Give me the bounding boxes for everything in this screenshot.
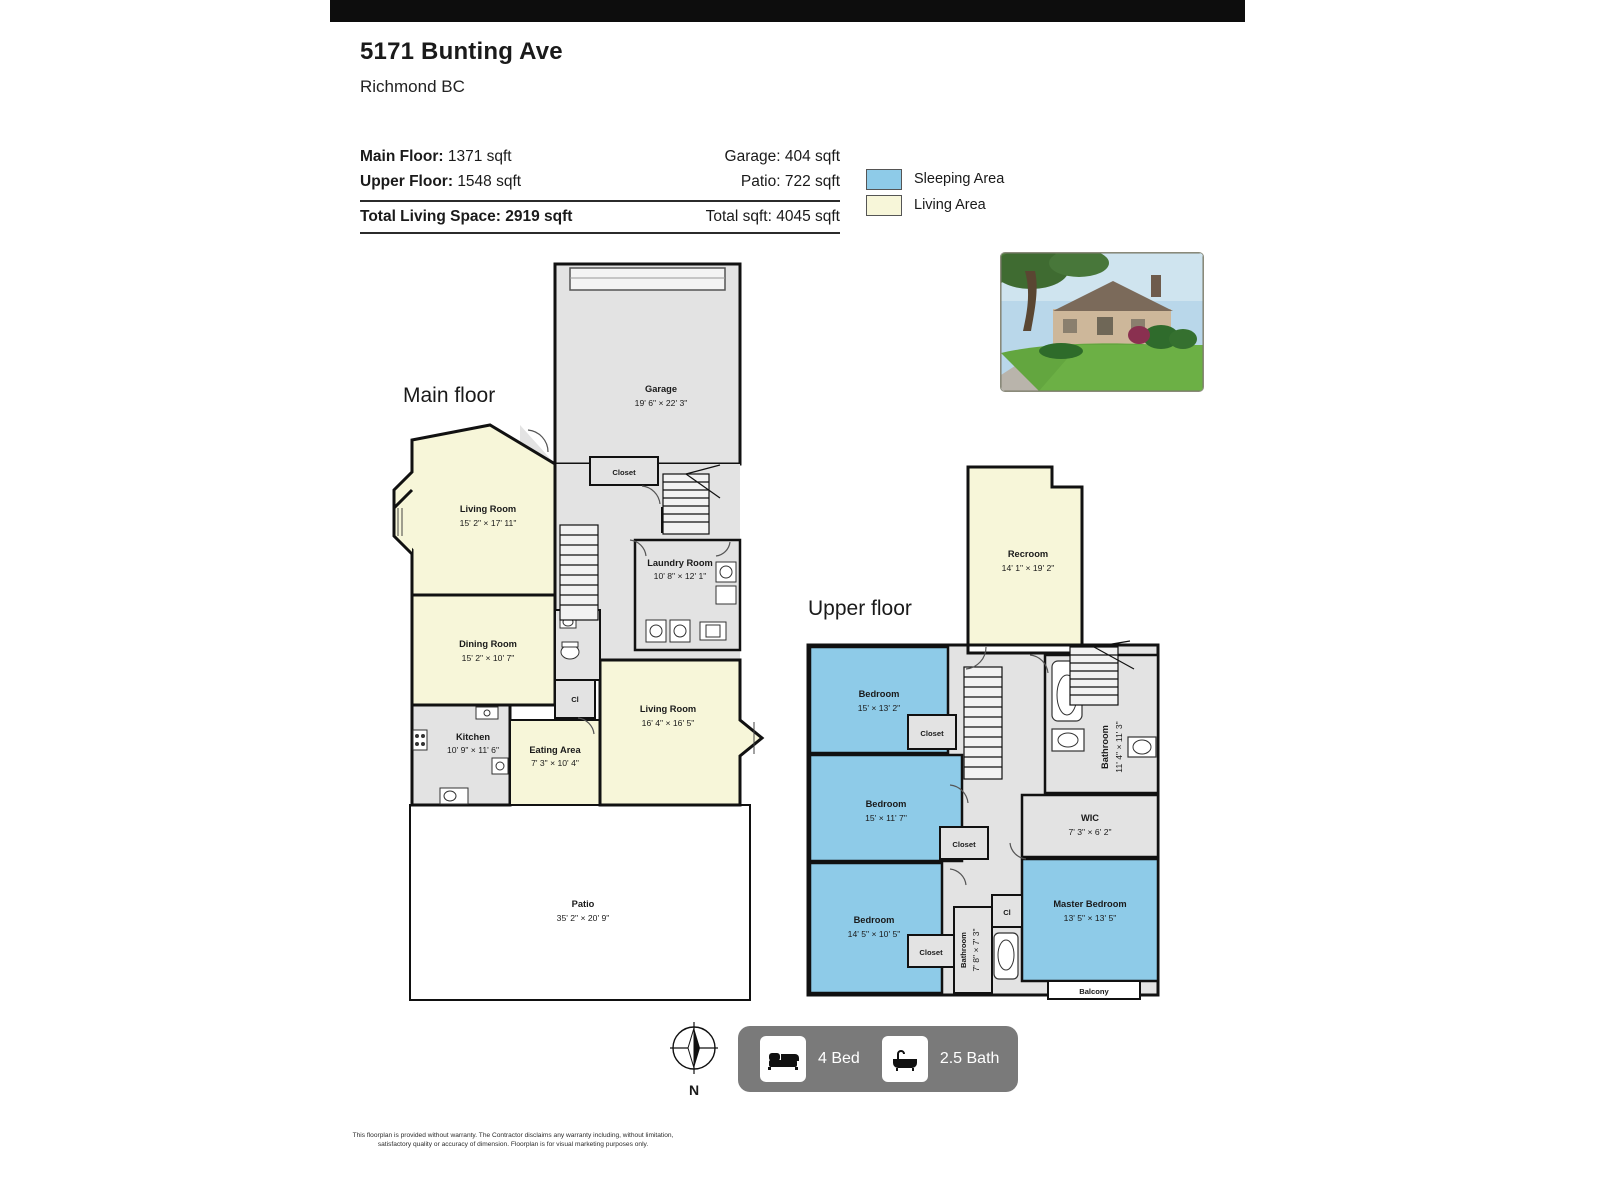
garage-value: 404 sqft bbox=[784, 148, 840, 165]
room-dims-bedroom-3: 14' 5" × 10' 5" bbox=[847, 929, 901, 939]
room-dims-bathroom-main: 11' 4" × 11' 3" bbox=[1114, 721, 1124, 773]
room-name-laundry: Laundry Room bbox=[647, 558, 713, 568]
total-living-space: Total Living Space: 2919 sqft bbox=[360, 208, 573, 225]
living-area-swatch bbox=[866, 195, 902, 216]
upper-floor-title: Upper floor bbox=[808, 597, 912, 620]
room-name-closet-bed1: Closet bbox=[920, 729, 944, 738]
room-name-dining-room: Dining Room bbox=[459, 639, 517, 649]
room-dims-recroom: 14' 1" × 19' 2" bbox=[1001, 563, 1055, 573]
room-name-cl-main: Cl bbox=[571, 695, 579, 704]
room-name-kitchen: Kitchen bbox=[455, 732, 491, 742]
room-dims-bedroom-2: 15' × 11' 7" bbox=[865, 813, 907, 823]
room-dims-living-room-2: 16' 4" × 16' 5" bbox=[641, 718, 695, 728]
room-name-closet-garage: Closet bbox=[612, 468, 636, 477]
stats-row bbox=[360, 169, 840, 194]
bed-icon bbox=[760, 1036, 806, 1082]
room-name-bedroom-1: Bedroom bbox=[858, 689, 900, 699]
room-dims-garage: 19' 6" × 22' 3" bbox=[634, 398, 688, 408]
bed-summary bbox=[738, 1036, 860, 1082]
main-floor-value: 1371 sqft bbox=[447, 148, 512, 165]
room-dims-bedroom-1: 15' × 13' 2" bbox=[857, 703, 901, 713]
room-name-patio: Patio bbox=[571, 899, 595, 909]
total-sqft: Total sqft: 4045 sqft bbox=[705, 208, 840, 225]
patio-label: Patio: bbox=[740, 173, 781, 190]
area-stats bbox=[360, 144, 840, 194]
room-name-bedroom-2: Bedroom bbox=[865, 799, 907, 809]
main-floor-title: Main floor bbox=[403, 384, 496, 407]
upper-floor-plan bbox=[790, 455, 1190, 1020]
stats-totals bbox=[360, 208, 840, 226]
upper-floor-value: 1548 sqft bbox=[457, 173, 522, 190]
room-name-balcony: Balcony bbox=[1079, 987, 1109, 996]
top-banner-bar bbox=[330, 0, 1245, 22]
legend-label-living: Living Area bbox=[914, 197, 986, 213]
upper-floor-label: Upper Floor: bbox=[360, 173, 453, 190]
room-name-closet-bed3: Closet bbox=[919, 948, 943, 957]
room-name-bathroom-2: Bathroom bbox=[959, 932, 968, 968]
room-dims-living-room-1: 15' 2" × 17' 11" bbox=[459, 518, 517, 528]
stats-divider-bottom bbox=[360, 232, 840, 234]
stats-divider-top bbox=[360, 200, 840, 202]
bed-count-label: 4 Bed bbox=[818, 1050, 860, 1067]
property-photo bbox=[1000, 252, 1204, 392]
room-name-cl-upper: Cl bbox=[1003, 908, 1011, 917]
room-name-bathroom-main: Bathroom bbox=[1100, 725, 1110, 769]
room-name-recroom: Recroom bbox=[1007, 549, 1049, 559]
legend-label-sleeping: Sleeping Area bbox=[914, 171, 1005, 187]
room-dims-eating-area: 7' 3" × 10' 4" bbox=[531, 758, 579, 768]
bathtub-icon bbox=[882, 1036, 928, 1082]
room-name-living-room-2: Living Room bbox=[639, 704, 697, 714]
room-name-master-bedroom: Master Bedroom bbox=[1053, 899, 1127, 909]
bed-bath-summary bbox=[738, 1026, 1018, 1092]
compass bbox=[668, 1022, 720, 1098]
sleeping-area-swatch bbox=[866, 169, 902, 190]
garage-label: Garage: bbox=[724, 148, 781, 165]
room-dims-bathroom-2: 7' 8" × 7' 3" bbox=[971, 928, 981, 972]
room-dims-wic: 7' 3" × 6' 2" bbox=[1068, 827, 1112, 837]
room-dims-kitchen: 10' 9" × 11' 6" bbox=[447, 745, 499, 755]
room-dims-patio: 35' 2" × 20' 9" bbox=[556, 913, 610, 923]
patio-value: 722 sqft bbox=[784, 173, 840, 190]
legend-item-living bbox=[866, 192, 1004, 218]
room-dims-master-bedroom: 13' 5" × 13' 5" bbox=[1063, 913, 1117, 923]
room-dims-laundry: 10' 8" × 12' 1" bbox=[653, 571, 707, 581]
room-dims-dining-room: 15' 2" × 10' 7" bbox=[461, 653, 515, 663]
disclaimer-text: This floorplan is provided without warranty. The Contractor disclaims any warranty including, without limitation, satisfactory quality or accuracy of dimension. Floorplan is for visual marketing purposes only. bbox=[352, 1132, 674, 1148]
stats-row bbox=[360, 144, 840, 169]
legend bbox=[866, 166, 1004, 218]
bath-count-label: 2.5 Bath bbox=[939, 1050, 1000, 1067]
page-subtitle: Richmond BC bbox=[360, 77, 465, 96]
bath-summary bbox=[860, 1036, 1000, 1082]
main-floor-label: Main Floor: bbox=[360, 148, 444, 165]
room-name-bedroom-3: Bedroom bbox=[853, 915, 895, 925]
room-name-closet-bed2: Closet bbox=[952, 840, 976, 849]
room-name-wic: WIC bbox=[1080, 813, 1100, 823]
room-name-living-room-1: Living Room bbox=[459, 504, 517, 514]
page-title: 5171 Bunting Ave bbox=[360, 38, 563, 65]
room-name-garage: Garage bbox=[644, 384, 678, 394]
room-name-eating-area: Eating Area bbox=[529, 745, 581, 755]
main-floor-plan bbox=[380, 250, 780, 1015]
legend-item-sleeping bbox=[866, 166, 1004, 192]
compass-north-label: N bbox=[688, 1082, 700, 1098]
